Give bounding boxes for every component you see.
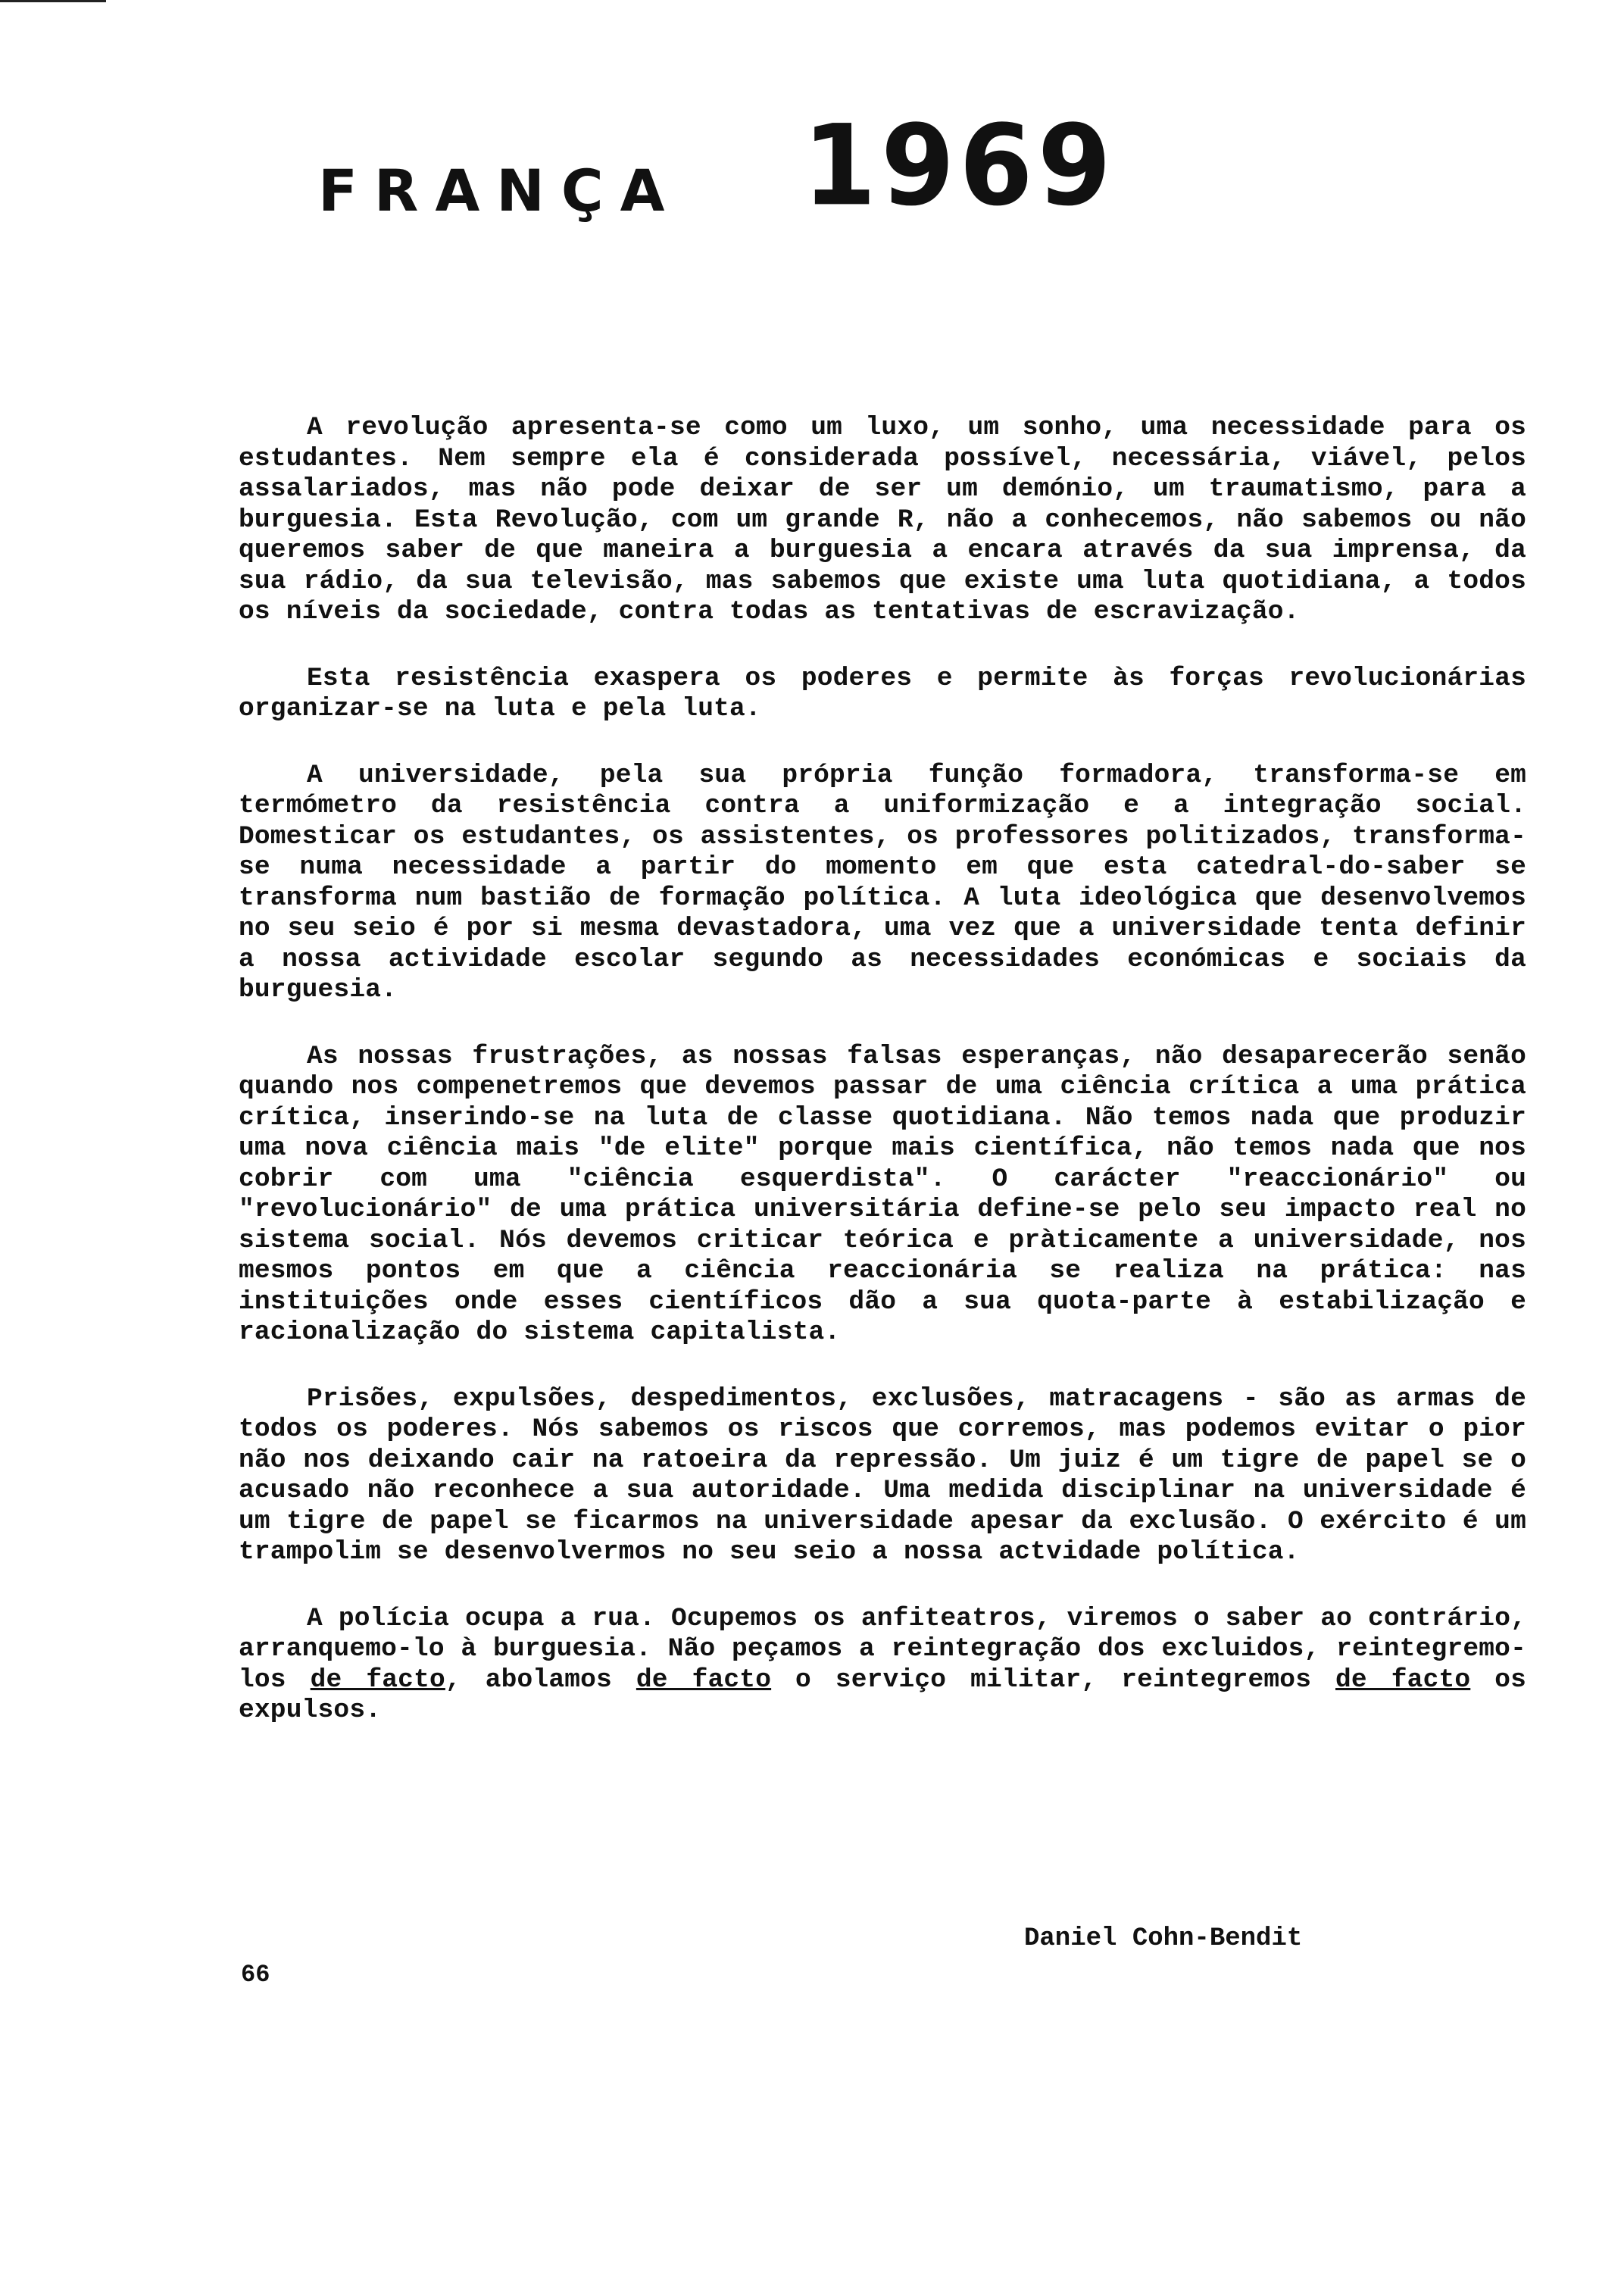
scan-corner-mark bbox=[0, 0, 106, 7]
underlined-de-facto-2: de facto bbox=[636, 1664, 772, 1695]
paragraph-6 bbox=[239, 1604, 1526, 1727]
paragraph-5: Prisões, expulsões, despedimentos, exclusões, matracagens - são as armas de todos os poderes. Nós sabemos os riscos que corremos, mas podemos evitar o pior não nos deixando cair na ratoeira da repressão. Um juiz é um tigre de papel se o acusado não reconhece a sua autoridade. Uma medida disciplinar na universidade é um tigre de papel se ficarmos na universidade apesar da exclusão. O exército é um trampolim se desenvolvermos no seu seio a nossa actvidade política. bbox=[239, 1383, 1526, 1567]
author-signature: Daniel Cohn-Bendit bbox=[1024, 1924, 1303, 1953]
paragraph-6-part-3: o serviço militar, reintegremos bbox=[771, 1664, 1336, 1695]
paragraph-6-part-2: , abolamos bbox=[445, 1664, 636, 1695]
paragraph-6-part-1: A polícia ocupa a rua. Ocupemos os anfiteatros, viremos o saber ao contrário, arranquemo-lo à burguesia. Não peçamos a reintegração dos excluidos, reintegremo-los bbox=[239, 1603, 1526, 1695]
paragraph-1: A revolução apresenta-se como um luxo, um sonho, uma necessidade para os estudantes. Nem sempre ela é considerada possível, necessária, viável, pelos assalariados, mas não pode deixar de ser um demónio, um traumatismo, para a burguesia. Esta Revolução, com um grande R, não a conhecemos, não sabemos ou não queremos saber de que maneira a burguesia a encara através da sua imprensa, da sua rádio, da sua televisão, mas sabemos que existe uma luta quotidiana, a todos os níveis da sociedade, contra todas as tentativas de escravização. bbox=[239, 413, 1526, 627]
paragraph-3: A universidade, pela sua própria função formadora, transforma-se em termómetro da resistência contra a uniformização e a integração social. Domesticar os estudantes, os assistentes, os professores politizados, transforma-se numa necessidade a partir do momento em que esta catedral-do-saber se transforma num bastião de formação política. A luta ideológica que desenvolvemos no seu seio é por si mesma devastadora, uma vez que a universidade tenta definir a nossa actividade escolar segundo as necessidades económicas e sociais da burguesia. bbox=[239, 760, 1526, 1005]
paragraph-4: As nossas frustrações, as nossas falsas esperanças, não desaparecerão senão quando nos compenetremos que devemos passar de uma ciência crítica a uma prática crítica, inserindo-se na luta de classe quotidiana. Não temos nada que produzir uma nova ciência mais "de elite" porque mais científica, não temos nada que nos cobrir com uma "ciência esquerdista". O carácter "reaccionário" ou "revolucionário" de uma prática universitária define-se pelo seu impacto real no sistema social. Nós devemos criticar teórica e pràticamente a universidade, nos mesmos pontos em que a ciência reaccionária se realiza na prática: nas instituições onde esses científicos dão a sua quota-parte à estabilização e racionalização do sistema capitalista. bbox=[239, 1041, 1526, 1347]
title-word: FRANÇA bbox=[318, 157, 682, 224]
page-title bbox=[318, 101, 1116, 232]
paragraph-6-part-4: os expulsos. bbox=[239, 1664, 1527, 1725]
article-body bbox=[239, 413, 1526, 1727]
underlined-de-facto-3: de facto bbox=[1335, 1664, 1471, 1695]
underlined-de-facto-1: de facto bbox=[310, 1664, 445, 1695]
paragraph-2: Esta resistência exaspera os poderes e permite às forças revolucionárias organizar-se na luta e pela luta. bbox=[239, 663, 1526, 724]
page-number: 66 bbox=[241, 1961, 270, 1989]
title-year: 1969 bbox=[802, 101, 1116, 232]
